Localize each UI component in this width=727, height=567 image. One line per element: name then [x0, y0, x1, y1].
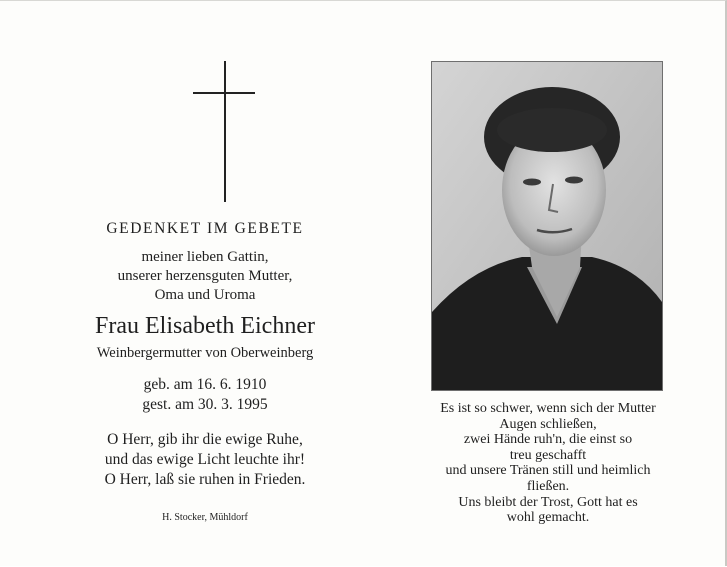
- poem-line: und unsere Tränen still und heimlich: [445, 463, 651, 479]
- life-dates: [40, 375, 370, 415]
- dedication: [40, 248, 370, 305]
- prayer-closing: O Herr, laß sie ruhen in Frieden.: [104, 471, 306, 488]
- poem-line: zwei Hände ruh'n, die einst so: [463, 432, 633, 448]
- portrait-photo: [431, 61, 663, 391]
- poem-line: fließen.: [526, 478, 570, 494]
- left-panel: [40, 1, 370, 567]
- dedication-line: unserer herzensguten Mutter,: [117, 268, 293, 284]
- poem-line: wohl gemacht.: [506, 510, 590, 526]
- death-date: gest. am 30. 3. 1995: [142, 396, 268, 413]
- dedication-line: meiner lieben Gattin,: [141, 249, 269, 265]
- prayer-line: und das ewige Licht leuchte ihr!: [104, 451, 306, 468]
- poem-line: treu geschafft: [509, 447, 587, 463]
- poem-line: Augen schließen,: [499, 416, 597, 432]
- poem-line: Uns bleibt der Trost, Gott hat es: [458, 494, 638, 510]
- poem-line: Es ist so schwer, wenn sich der Mutter: [440, 401, 656, 416]
- dedication-line: Oma und Uroma: [154, 287, 256, 303]
- prayer: [40, 430, 370, 470]
- prayer-line: O Herr, gib ihr die ewige Ruhe,: [107, 431, 303, 448]
- heading: GEDENKET IM GEBETE: [106, 220, 304, 237]
- occupation: Weinbergermutter von Oberweinberg: [96, 345, 314, 361]
- cross-icon: [40, 1, 370, 211]
- birth-date: geb. am 16. 6. 1910: [143, 376, 267, 393]
- printer-credit: H. Stocker, Mühldorf: [162, 512, 248, 523]
- deceased-name: Frau Elisabeth Eichner: [95, 313, 315, 339]
- poem: [398, 401, 698, 526]
